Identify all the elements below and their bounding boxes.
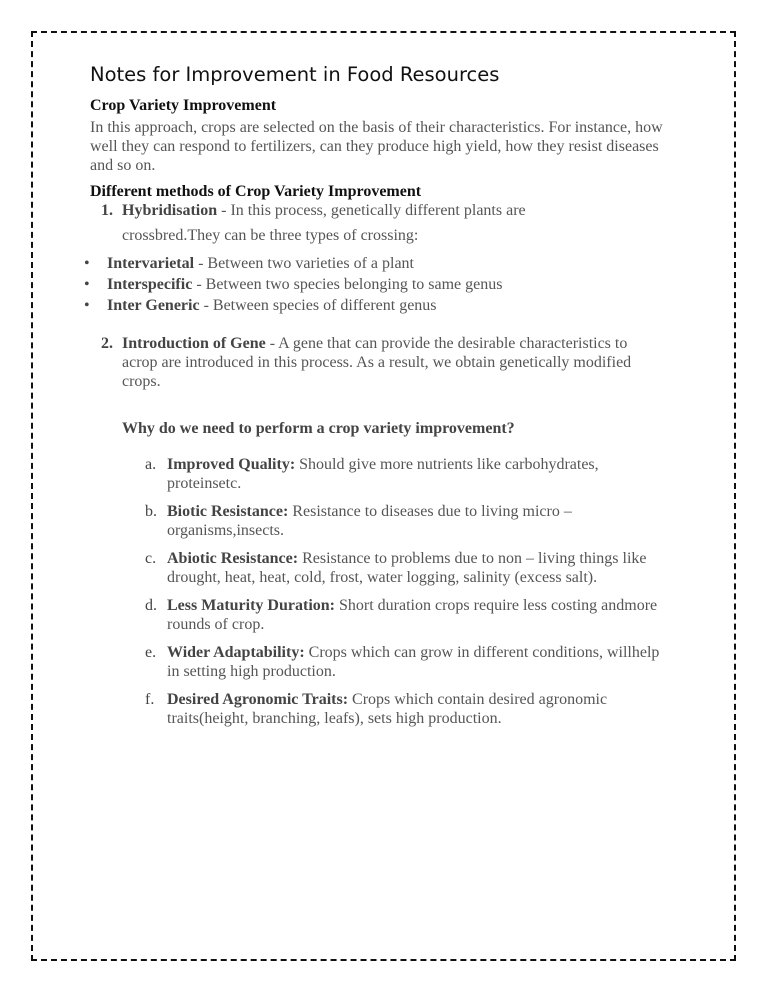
list-marker: a. xyxy=(145,456,157,473)
intro-paragraph: In this approach, crops are selected on the basis of their characteristics. For instance, how well they can respond to fertilizers, can they produce high yield, how they resist diseases and so on. xyxy=(90,119,663,174)
reason-description: Should give more nutrients like carbohydrates, proteinsetc. xyxy=(167,456,599,492)
crossing-types-list xyxy=(84,253,665,316)
bullet-icon: • xyxy=(84,297,90,314)
reason-name: Biotic Resistance: xyxy=(167,503,289,520)
list-marker: b. xyxy=(145,503,157,520)
reason-description: Resistance to diseases due to living micro – organisms,insects. xyxy=(167,503,572,539)
why-heading: Why do we need to perform a crop variety improvement? xyxy=(122,420,515,437)
list-item xyxy=(84,274,665,295)
section-heading-methods: Different methods of Crop Variety Improvement xyxy=(90,183,422,200)
list-item xyxy=(90,596,665,634)
reason-name: Improved Quality: xyxy=(167,456,296,473)
bullet-icon: • xyxy=(84,276,90,293)
method-name: Introduction of Gene xyxy=(122,335,266,352)
section-heading-crop-variety: Crop Variety Improvement xyxy=(90,97,277,114)
list-item xyxy=(90,643,665,681)
list-item xyxy=(84,295,665,316)
reason-description: Resistance to problems due to non – living things like drought, heat, heat, cold, frost, water logging, salinity (excess salt). xyxy=(167,550,647,586)
reason-name: Wider Adaptability: xyxy=(167,644,305,661)
method-description: - A gene that can provide the desirable characteristics to acrop are introduced in this process. As a result, we obtain genetically modified crops. xyxy=(122,335,632,390)
list-item xyxy=(84,253,665,274)
list-marker: 2. xyxy=(101,335,113,352)
reason-name: Less Maturity Duration: xyxy=(167,597,335,614)
list-marker: d. xyxy=(145,597,157,614)
methods-list-continued xyxy=(90,334,665,391)
list-marker: e. xyxy=(145,644,157,661)
method-description: - In this process, genetically different plants are xyxy=(217,202,526,219)
reasons-list xyxy=(90,455,665,728)
reason-description: Short duration crops require less costing andmore rounds of crop. xyxy=(167,597,658,633)
methods-list xyxy=(90,201,665,245)
page-title: Notes for Improvement in Food Resources xyxy=(90,63,500,86)
method-hybridisation xyxy=(90,201,665,245)
method-introduction-of-gene xyxy=(90,334,665,391)
list-marker: f. xyxy=(145,691,155,708)
crossing-description: - Between two varieties of a plant xyxy=(194,255,414,272)
list-item xyxy=(90,455,665,493)
crossing-name: Inter Generic xyxy=(107,297,200,314)
list-item xyxy=(90,502,665,540)
method-name: Hybridisation xyxy=(122,202,218,219)
list-item xyxy=(90,690,665,728)
list-marker: 1. xyxy=(101,202,113,219)
reason-description: Crops which contain desired agronomic traits(height, branching, leafs), sets high production. xyxy=(167,691,608,727)
list-marker: c. xyxy=(145,550,157,567)
reason-name: Abiotic Resistance: xyxy=(167,550,299,567)
crossing-description: - Between species of different genus xyxy=(199,297,437,314)
crossing-description: - Between two species belonging to same genus xyxy=(192,276,503,293)
crossing-name: Interspecific xyxy=(107,276,193,293)
crossing-name: Intervarietal xyxy=(107,255,195,272)
list-item xyxy=(90,549,665,587)
bullet-icon: • xyxy=(84,255,90,272)
method-description-continued: crossbred.They can be three types of crossing: xyxy=(122,227,419,244)
reason-description: Crops which can grow in different conditions, willhelp in setting high production. xyxy=(167,644,660,680)
reason-name: Desired Agronomic Traits: xyxy=(167,691,349,708)
document-content xyxy=(84,62,665,737)
